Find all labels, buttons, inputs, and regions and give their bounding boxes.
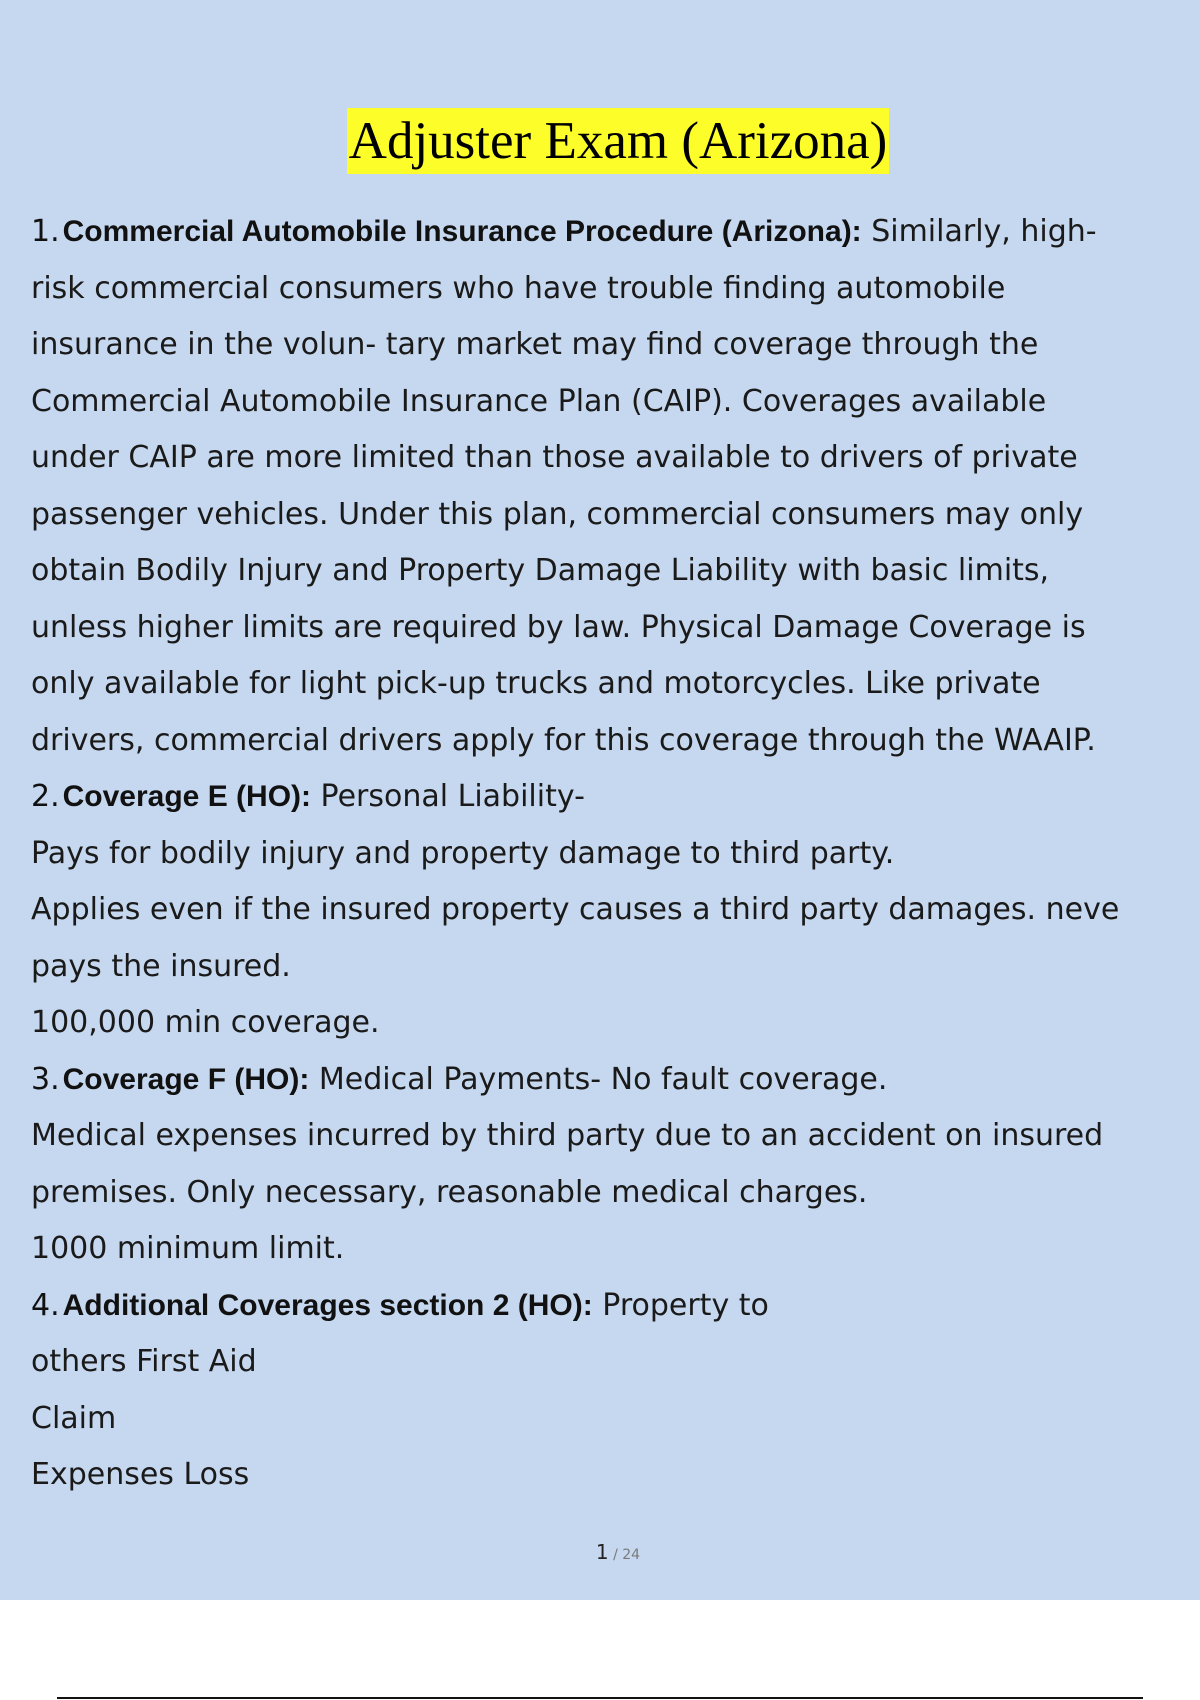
item-2-heading-line: [31, 769, 1200, 826]
item-4-number: 4.: [31, 1287, 60, 1323]
item-2-line: Applies even if the insured property causes a third party damages. neve: [31, 892, 1120, 927]
item-2-number: 2.: [31, 779, 60, 814]
page-number: [0, 1540, 1200, 1564]
item-1-line: under CAIP are more limited than those available to drivers of private: [31, 440, 1078, 475]
item-4-line: Expenses Loss: [31, 1457, 250, 1492]
item-2-line: Pays for bodily injury and property damage to third party.: [31, 835, 895, 871]
title-wrapper: [0, 108, 1200, 174]
item-1-line: risk commercial consumers who have trouble finding automobile: [31, 270, 1006, 306]
item-3-first-line: Medical Payments- No fault coverage.: [309, 1061, 888, 1097]
item-1-line: only available for light pick-up trucks and motorcycles. Like private: [31, 666, 1041, 701]
item-1-number: 1.: [31, 214, 60, 249]
document-title: Adjuster Exam (Arizona): [347, 108, 890, 174]
page-number-current: 1: [595, 1540, 609, 1564]
item-2-line: 100,000 min coverage.: [31, 1005, 380, 1040]
item-1-term: Commercial Automobile Insurance Procedure (Arizona):: [62, 215, 862, 248]
item-2-line: pays the insured.: [31, 948, 291, 984]
item-3-line: Medical expenses incurred by third party due to an accident on insured: [31, 1118, 1104, 1153]
item-3-line: 1000 minimum limit.: [31, 1231, 345, 1266]
item-3-heading-line: [31, 1052, 1200, 1109]
item-1-line: unless higher limits are required by law. Physical Damage Coverage is: [31, 609, 1086, 645]
item-1-first-line: Similarly, high-: [861, 214, 1097, 249]
document-content: [31, 204, 1200, 1504]
item-4-line: Claim: [31, 1400, 117, 1436]
item-1-line: passenger vehicles. Under this plan, commercial consumers may only: [31, 496, 1084, 532]
item-1-line: insurance in the volun- tary market may find coverage through the: [31, 327, 1039, 362]
item-2-term: Coverage E (HO):: [62, 780, 312, 813]
item-1-heading-line: [31, 204, 1200, 261]
item-2-first-line: Personal Liability-: [311, 779, 585, 814]
item-3-number: 3.: [31, 1061, 60, 1097]
item-3-term: Coverage F (HO):: [62, 1062, 310, 1096]
item-4-first-line: Property to: [592, 1287, 769, 1323]
item-1-line: obtain Bodily Injury and Property Damage Liability with basic limits,: [31, 553, 1050, 588]
page-divider-line: [57, 1697, 1143, 1699]
item-3-line: premises. Only necessary, reasonable medical charges.: [31, 1174, 868, 1210]
item-1-line: drivers, commercial drivers apply for this coverage through the WAAIP.: [31, 722, 1096, 758]
item-4-term: Additional Coverages section 2 (HO):: [62, 1288, 593, 1322]
item-1-line: Commercial Automobile Insurance Plan (CAIP). Coverages available: [31, 383, 1047, 419]
item-4-line: others First Aid: [31, 1344, 257, 1379]
page-number-total: / 24: [608, 1547, 641, 1563]
item-4-heading-line: [31, 1278, 1200, 1335]
